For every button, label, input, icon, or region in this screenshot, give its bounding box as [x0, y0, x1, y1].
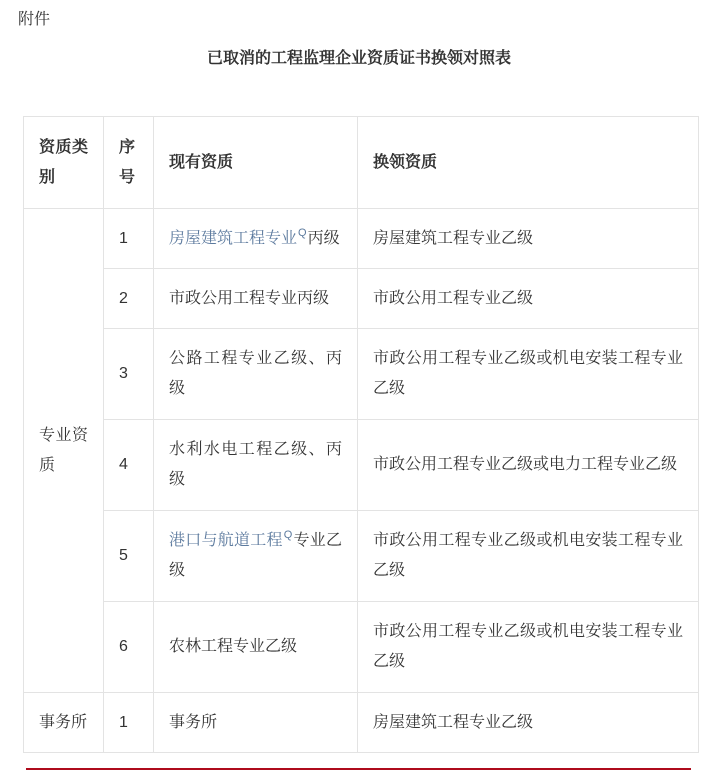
index-cell: 3 — [104, 329, 154, 420]
replacement-qualification-cell: 房屋建筑工程专业乙级 — [358, 209, 699, 269]
qualification-link-label: 港口与航道工程 — [169, 532, 283, 549]
index-cell: 2 — [104, 269, 154, 329]
qualification-link[interactable] — [169, 226, 308, 247]
replacement-qualification-cell: 房屋建筑工程专业乙级 — [358, 693, 699, 753]
attachment-label: 附件 — [18, 11, 51, 28]
qualification-table — [23, 116, 699, 753]
col-header-index: 序号 — [104, 117, 154, 209]
qualification-link[interactable] — [169, 529, 293, 549]
col-header-category: 资质类别 — [24, 117, 104, 209]
replacement-qualification-cell: 市政公用工程专业乙级或机电安装工程专业乙级 — [358, 329, 699, 420]
current-qualification-cell — [154, 209, 358, 269]
index-cell: 1 — [104, 693, 154, 753]
replacement-qualification-cell: 市政公用工程专业乙级或机电安装工程专业乙级 — [358, 602, 699, 693]
table-row — [24, 209, 699, 269]
index-cell: 6 — [104, 602, 154, 693]
replacement-qualification-cell: 市政公用工程专业乙级或机电安装工程专业乙级 — [358, 511, 699, 602]
table-row — [24, 269, 699, 329]
replacement-qualification-cell: 市政公用工程专业乙级或电力工程专业乙级 — [358, 420, 699, 511]
table-row — [24, 329, 699, 420]
table-row — [24, 602, 699, 693]
current-qualification-cell — [154, 511, 358, 602]
page-title: 已取消的工程监理企业资质证书换领对照表 — [206, 50, 511, 67]
qualification-grade-text: 专业乙级 — [169, 532, 342, 579]
qualification-grade-text: 丙级 — [307, 229, 340, 247]
qualification-link-label: 房屋建筑工程专业 — [169, 229, 298, 247]
table-row — [24, 693, 699, 753]
category-cell: 事务所 — [24, 693, 104, 753]
table-row — [24, 511, 699, 602]
current-qualification-cell: 水利水电工程乙级、丙级 — [154, 420, 358, 511]
col-header-replacement: 换领资质 — [358, 117, 699, 209]
search-icon: Q — [283, 529, 293, 541]
index-cell: 1 — [104, 209, 154, 269]
current-qualification-cell: 农林工程专业乙级 — [154, 602, 358, 693]
category-cell: 专业资质 — [24, 209, 104, 693]
red-divider — [26, 768, 691, 770]
replacement-qualification-cell: 市政公用工程专业乙级 — [358, 269, 699, 329]
current-qualification-cell: 事务所 — [154, 693, 358, 753]
search-icon: Q — [298, 226, 307, 239]
current-qualification-cell: 市政公用工程专业丙级 — [154, 269, 358, 329]
table-header-row — [24, 117, 699, 209]
index-cell: 5 — [104, 511, 154, 602]
col-header-current: 现有资质 — [154, 117, 358, 209]
table-row — [24, 420, 699, 511]
index-cell: 4 — [104, 420, 154, 511]
current-qualification-cell: 公路工程专业乙级、丙级 — [154, 329, 358, 420]
document-page — [0, 9, 718, 770]
